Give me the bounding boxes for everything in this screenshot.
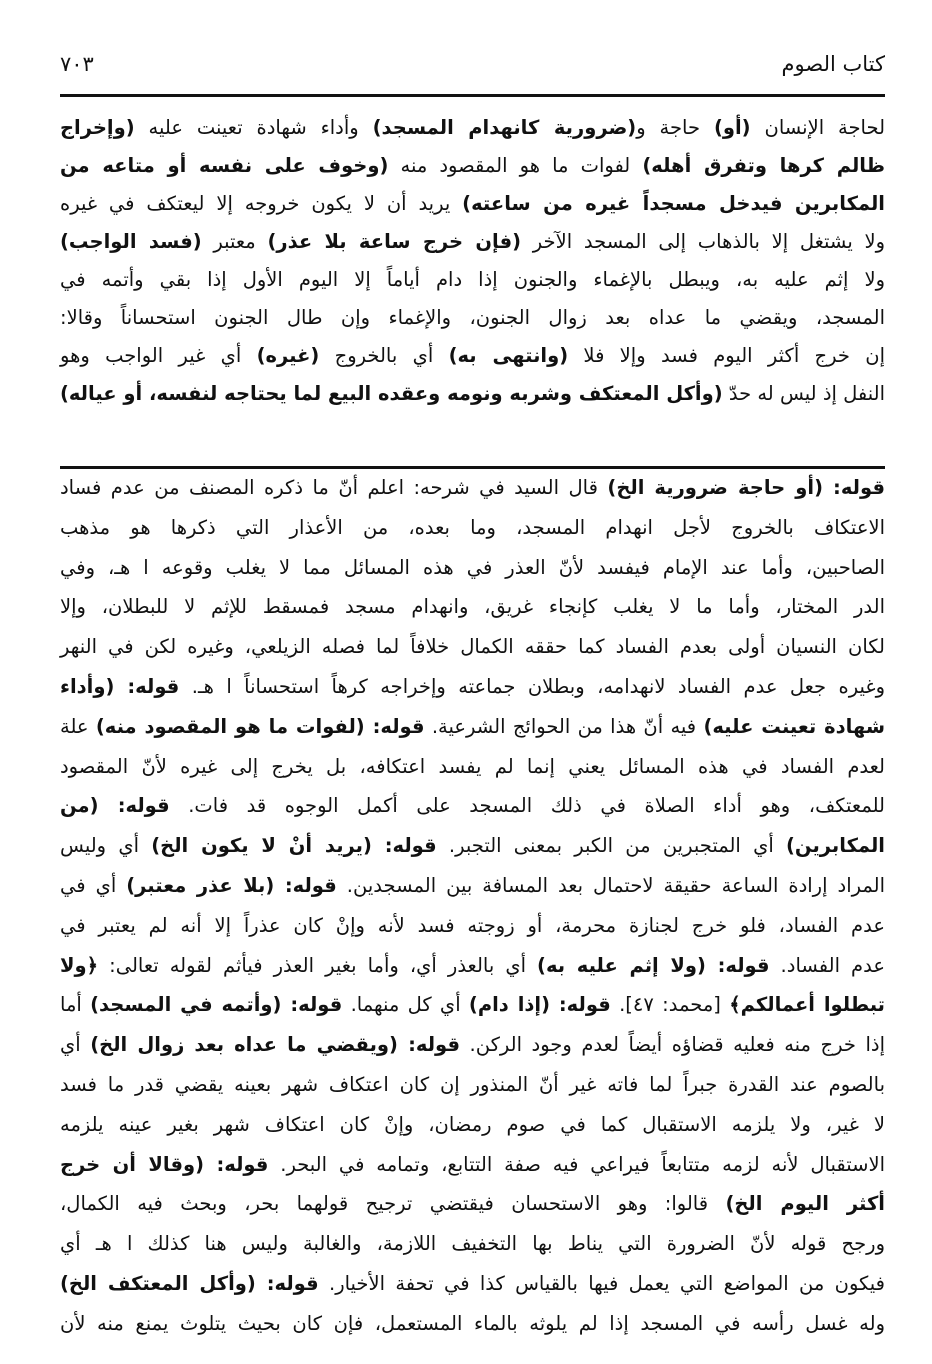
text-segment: ولا إثم عليه به، ويبطل بالإغماء والجنون إذا دام أياماً إلا اليوم الأول إذا بقي وأتمه في xyxy=(60,268,885,291)
text-segment: أي بالعذر أي، وأما بغير العذر فيأثم لقوله تعالى: xyxy=(98,953,538,977)
bold-text-segment: قوله: (إذا دام) xyxy=(468,993,611,1017)
commentary-line xyxy=(60,1304,885,1344)
commentary-line xyxy=(60,1025,885,1065)
commentary-line xyxy=(60,1145,885,1185)
commentary-line xyxy=(60,866,885,906)
main-line xyxy=(60,261,885,299)
bold-text-segment: أكثر اليوم الخ) xyxy=(725,1192,885,1216)
commentary-line xyxy=(60,667,885,707)
text-segment: الصاحبين، وأما عند الإمام فيفسد لأنّ العذر في هذه المسائل مما لا يغلب وقوعه ا هـ، وفي xyxy=(60,555,885,579)
bold-text-segment: (وإخراج xyxy=(60,116,135,139)
text-segment: فيه أنّ هذا من الحوائج الشرعية. xyxy=(424,714,704,738)
text-segment: لحاجة الإنسان xyxy=(750,116,886,139)
text-segment: الاستقبال لأنه لزمه متتابعاً فيراعي فيه صفة التتابع، وتمامه في البحر. xyxy=(268,1152,886,1176)
main-line xyxy=(60,375,885,413)
bold-text-segment: تبطلوا أعمالكم﴾ xyxy=(729,993,885,1017)
text-segment: أما xyxy=(60,993,91,1017)
main-line xyxy=(60,223,885,261)
text-segment: أي xyxy=(60,1033,91,1057)
text-segment: قال السيد في شرحه: اعلم أنّ ما ذكره المصنف من عدم فساد xyxy=(60,476,608,499)
text-segment: المسجد، ويقضي ما عداه بعد زوال الجنون، والإغماء وإن طال الجنون استحساناً وقالا: xyxy=(60,306,885,329)
text-segment: بالصوم عند القدرة جبراً لما فاته غير أنّ المنذور إن كان اعتكاف شهر بعينه يقضي قدر ما فسد xyxy=(60,1072,885,1096)
text-segment: حاجة و xyxy=(636,116,714,139)
text-segment: وأداء شهادة تعينت عليه xyxy=(134,116,373,139)
main-line xyxy=(60,109,885,147)
bold-text-segment: ظالم كرها وتفرق أهله) xyxy=(642,154,885,177)
text-segment: للمعتكف، وهو أداء الصلاة في ذلك المسجد على أكمل الوجوه قد فات. xyxy=(169,794,885,818)
bold-text-segment: المكابرين فيدخل مسجداً غيره من ساعته) xyxy=(462,192,885,215)
text-segment: أي كل منهما. xyxy=(342,993,469,1017)
commentary-line xyxy=(60,468,885,508)
commentary-line xyxy=(60,587,885,627)
commentary-text xyxy=(60,468,885,1344)
commentary-line xyxy=(60,826,885,866)
bold-text-segment: شهادة تعينت عليه) xyxy=(703,714,885,738)
text-segment: علة xyxy=(60,714,96,738)
bold-text-segment: قوله: (وأكل المعتكف الخ) xyxy=(60,1271,319,1295)
bold-text-segment: (وانتهى به) xyxy=(448,344,569,367)
commentary-line xyxy=(60,786,885,826)
text-segment: فيكون من المواضع التي يعمل فيها بالقياس كذا في تحفة الأخيار. xyxy=(318,1271,885,1295)
commentary-line xyxy=(60,747,885,787)
bold-text-segment: (فإن خرج ساعة بلا عذر) xyxy=(267,230,522,253)
commentary-line xyxy=(60,1065,885,1105)
text-segment: لعدم الفساد في هذه المسائل يعني إنما لم يفسد اعتكافه، بل يخرج إلى غيره لأنّ المقصود xyxy=(60,754,885,778)
text-segment: أي بالخروج xyxy=(319,344,449,367)
text-segment: عدم الفساد، فلو خرج لجنازة محرمة، أو زوجته فسد لأنه وإنْ كان عذراً إلا أنه لم يعتبر في xyxy=(60,913,885,937)
bold-text-segment: قوله: (من xyxy=(60,794,170,818)
running-title: كتاب الصوم xyxy=(781,52,885,76)
page-header xyxy=(60,52,885,86)
text-segment: قالوا: وهو الاستحسان فيقتضي ترجيح قولهما بحر، وبحث فيه الكمال، xyxy=(60,1192,726,1216)
page-number: ٧٠٣ xyxy=(60,52,94,76)
text-segment: الدر المختار، وأما ما لا يغلب كإنجاء غريق، وانهدام مسجد فمسقط للإثم لا للبطلان، وإلا xyxy=(60,595,885,619)
main-text xyxy=(60,109,885,413)
commentary-line xyxy=(60,1264,885,1304)
commentary-line xyxy=(60,1224,885,1264)
bold-text-segment: (ضرورية كانهدام المسجد) xyxy=(372,116,637,139)
bold-text-segment: (أو) xyxy=(713,116,751,139)
text-segment: إذا خرج منه فعليه قضاؤه أيضاً لعدم وجود الركن. xyxy=(460,1033,885,1057)
commentary-line xyxy=(60,1105,885,1145)
main-line xyxy=(60,147,885,185)
bold-text-segment: (غيره) xyxy=(256,344,320,367)
bold-text-segment: المكابرين) xyxy=(786,834,885,858)
commentary-line xyxy=(60,508,885,548)
commentary-line xyxy=(60,985,885,1025)
commentary-line xyxy=(60,548,885,588)
text-segment: أي المتجبرين من الكبر بمعنى التجبر. xyxy=(436,834,787,858)
commentary-line xyxy=(60,1184,885,1224)
commentary-line xyxy=(60,707,885,747)
text-segment: عدم الفساد. xyxy=(769,953,885,977)
bold-text-segment: قوله: (ويقضي ما عداه بعد زوال الخ) xyxy=(90,1033,461,1057)
bold-text-segment: (فسد الواجب) xyxy=(60,230,202,253)
commentary-line xyxy=(60,946,885,986)
main-line xyxy=(60,337,885,375)
text-segment: ورجح قوله لأنّ الضرورة التي يناط بها التخفيف اللازمة، والغالبة وليس هنا كذلك ا هـ أي xyxy=(60,1232,885,1256)
bold-text-segment: قوله: (وأتمه في المسجد) xyxy=(90,993,343,1017)
text-segment: المراد إرادة الساعة حقيقة لاحتمال بعد المسافة بين المسجدين. xyxy=(336,873,885,897)
header-rule xyxy=(60,94,885,97)
commentary-line xyxy=(60,627,885,667)
text-segment: لكان النسيان أولى بعدم الفساد كما حققه الكمال خلافاً لما فصله الزيلعي، وغيره لكن في النهر xyxy=(60,635,885,659)
bold-text-segment: قوله: (بلا عذر معتبر) xyxy=(126,873,337,897)
bold-text-segment: قوله: (يريد أنْ لا يكون الخ) xyxy=(151,834,437,858)
commentary-line xyxy=(60,906,885,946)
text-segment: إن خرج أكثر اليوم فسد وإلا فلا xyxy=(568,344,885,367)
text-segment: يريد أن لا يكون خروجه إلا ليعتكف في غيره xyxy=(60,192,463,215)
text-segment: أي وليس xyxy=(60,834,152,858)
main-line xyxy=(60,185,885,223)
bold-text-segment: قوله: (أو حاجة ضرورية الخ) xyxy=(607,476,885,499)
text-segment: أي في xyxy=(60,873,127,897)
main-line xyxy=(60,299,885,337)
bold-text-segment: قوله: (لفوات ما هو المقصود منه) xyxy=(95,714,425,738)
text-segment: أي غير الواجب وهو xyxy=(60,344,257,367)
bold-text-segment: ﴿ولا xyxy=(60,953,99,977)
bold-text-segment: (وخوف على نفسه أو متاعه من xyxy=(60,154,389,177)
text-segment: وله غسل رأسه في المسجد إذا لم يلوثه بالماء المستعمل، فإن كان بحيث يتلوث يمنع منه لأن xyxy=(60,1311,885,1335)
text-segment: ولا يشتغل إلا بالذهاب إلى المسجد الآخر xyxy=(521,230,886,253)
text-segment: معتبر xyxy=(201,230,268,253)
text-segment: لا غير، ولا يلزمه الاستقبال كما في صوم رمضان، وإنْ كان اعتكاف شهر بغير عينه يلزمه xyxy=(60,1112,885,1136)
text-segment: لفوات ما هو المقصود منه xyxy=(388,154,643,177)
bold-text-segment: قوله: (وقالا أن خرج xyxy=(60,1152,269,1176)
bold-text-segment: قوله: (ولا إثم عليه به) xyxy=(537,953,770,977)
text-segment: [محمد: ٤٧]. xyxy=(610,993,730,1017)
text-segment: النفل إذ ليس له حدّ xyxy=(722,382,885,405)
bold-text-segment: قوله: (وأداء xyxy=(60,674,180,698)
text-segment: وغيره جعل عدم الفساد لانهدامه، وبطلان جماعته وإخراجه كرهاً استحساناً ا هـ. xyxy=(179,674,885,698)
text-segment: الاعتكاف بالخروج لأجل انهدام المسجد، وما بعده، من الأعذار التي ذكرها هو مذهب xyxy=(60,515,885,539)
bold-text-segment: (وأكل المعتكف وشربه ونومه وعقده البيع لما يحتاجه لنفسه، أو عياله) xyxy=(59,382,723,405)
